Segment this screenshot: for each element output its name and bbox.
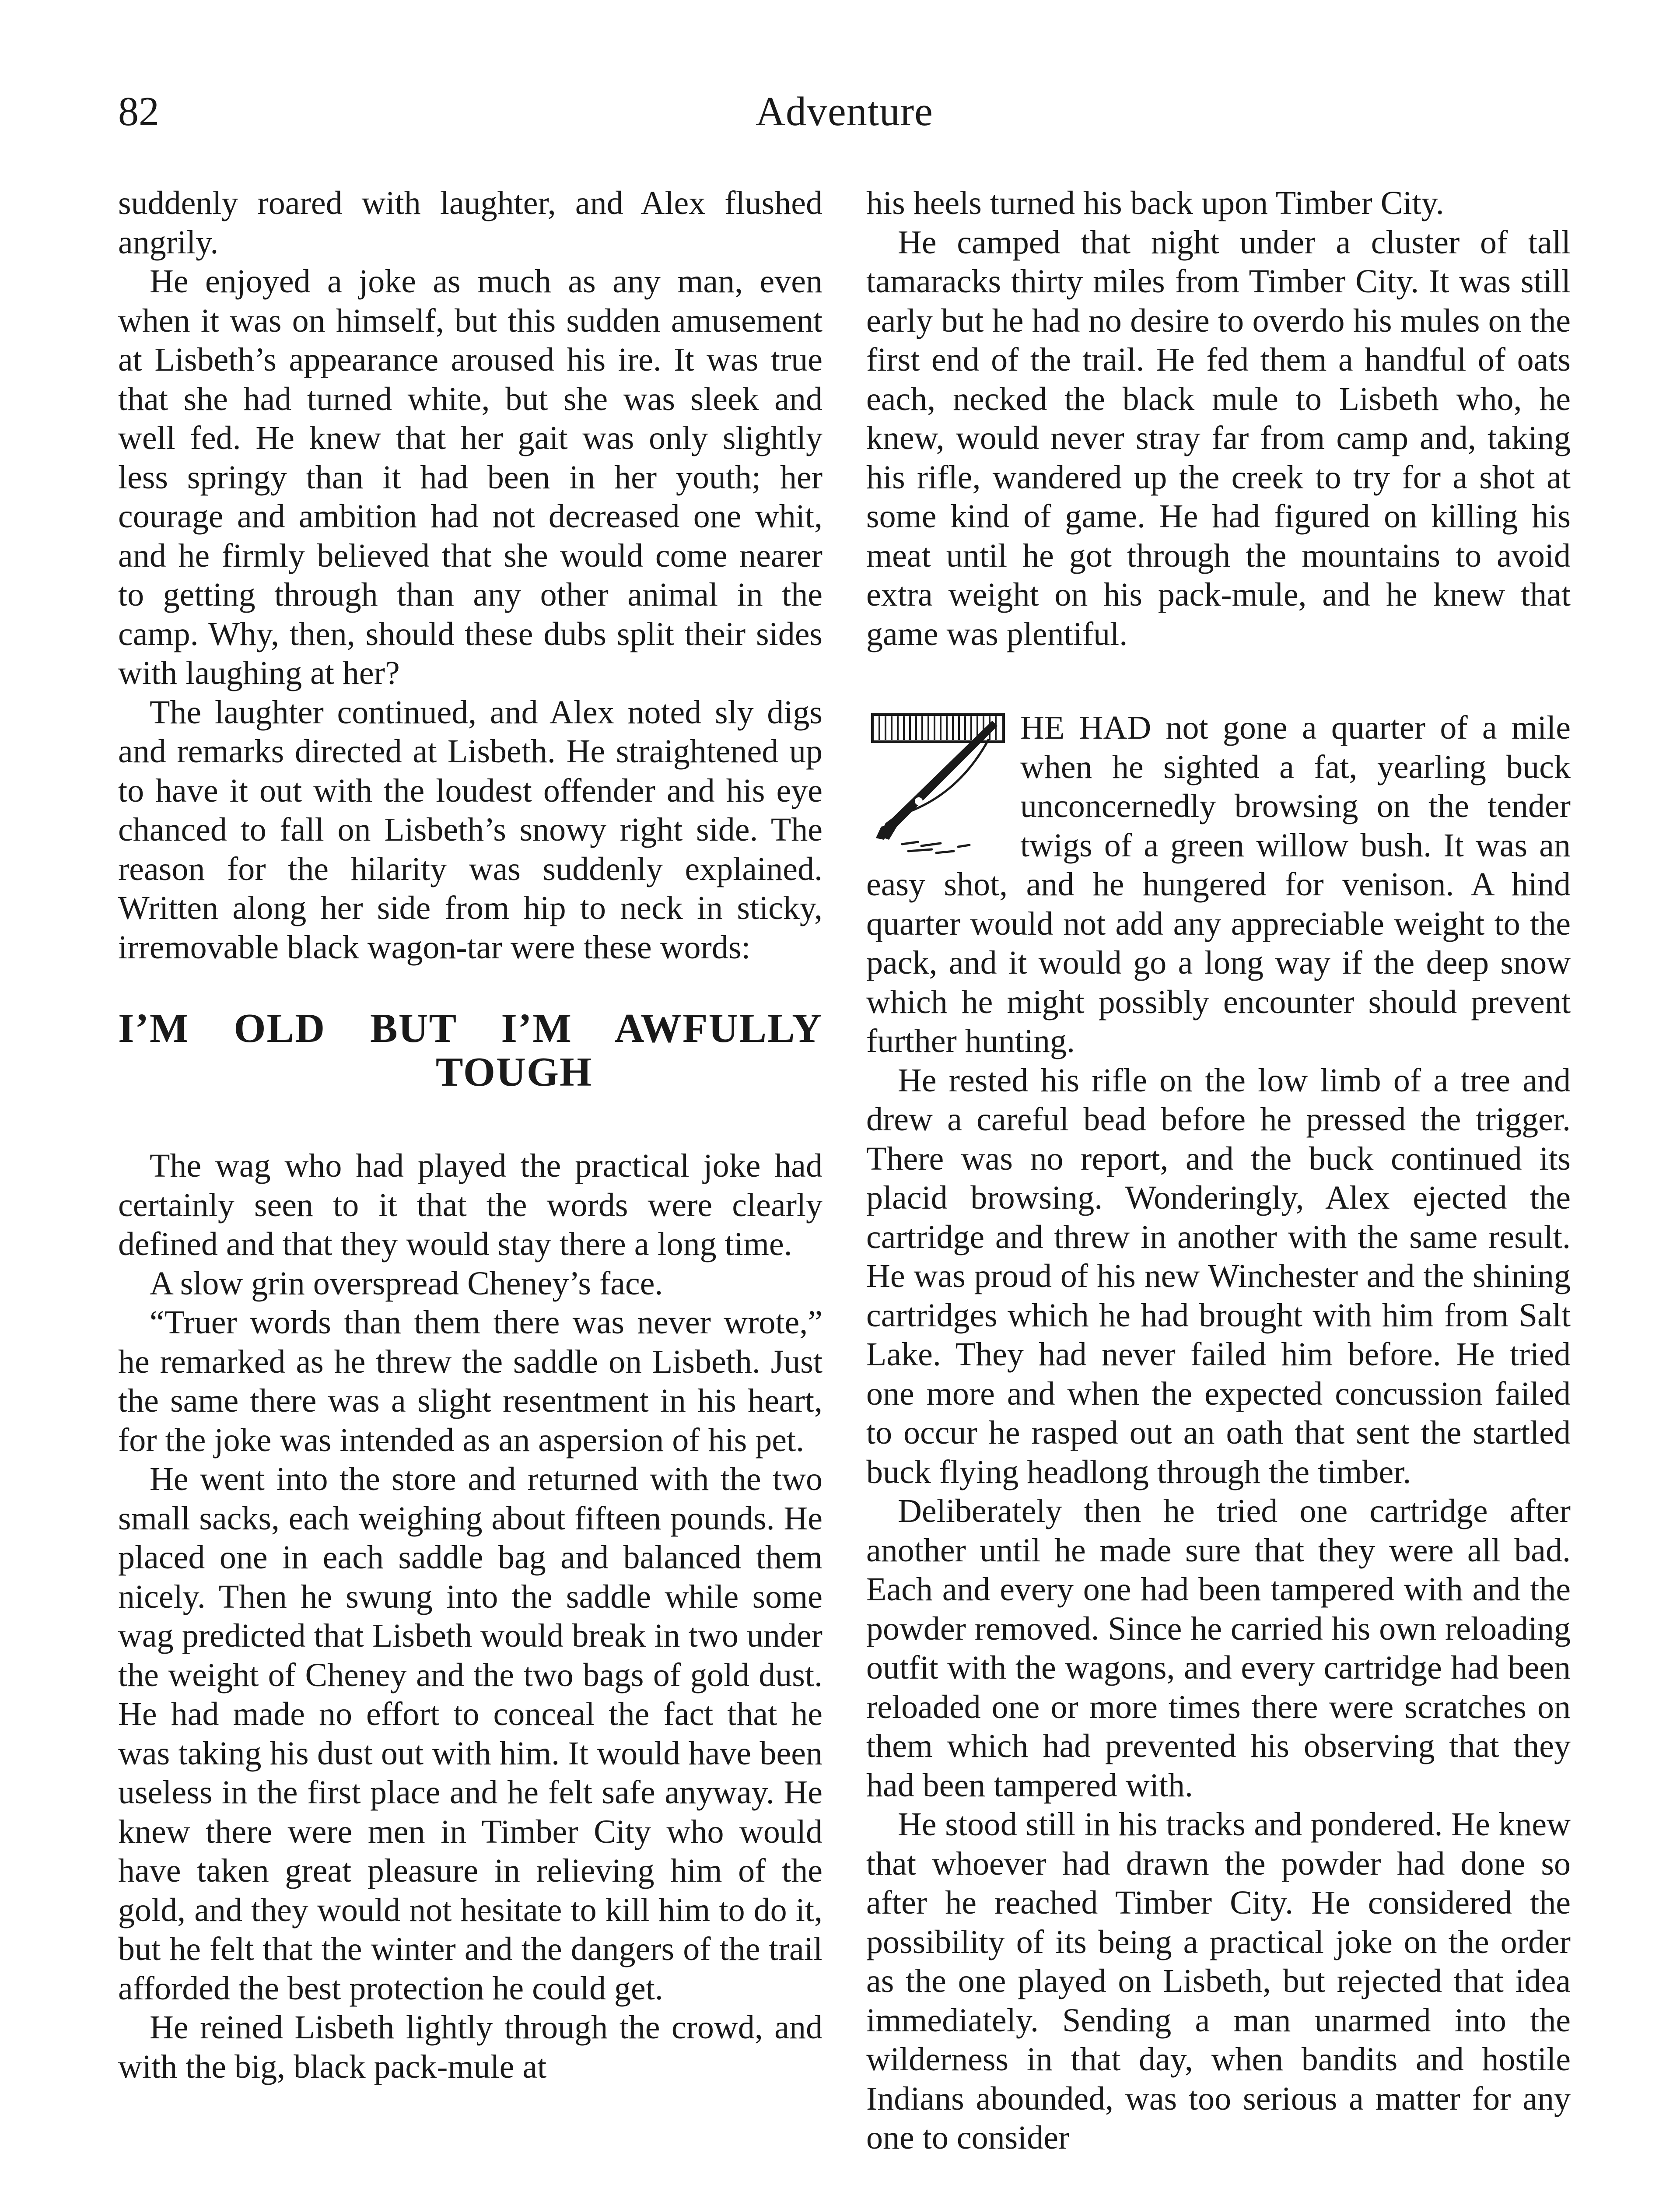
painted-words-heading (118, 1006, 822, 1094)
paragraph: “Truer words than them there was never wrote,” he remarked as he threw the saddle on Lisbeth. Just the same there was a slight resentment in his heart, for the joke was intended as an aspersion of his pet. (118, 1304, 822, 1459)
page-number: 82 (118, 89, 159, 134)
dropcap-paragraph (866, 708, 1571, 1061)
left-column (118, 184, 822, 2086)
page-header (118, 81, 1571, 142)
paragraph: He reined Lisbeth lightly through the crowd, and with the big, black pack-mule at (118, 2009, 822, 2085)
paragraph: He rested his rifle on the low limb of a tree and drew a careful bead before he pressed the trigger. There was no report, and the buck continued its placid browsing. Wonderingly, Alex ejected the cartridge and threw in another with the same result. He was proud of his new Winchester and the shining cartridges which he had brought with him from Salt Lake. They had never failed him before. He tried one more and when the expected concussion failed to occur he rasped out an oath that sent the startled buck flying headlong through the timber. (866, 1062, 1571, 1490)
paragraph-text: HE HAD not gone a quarter of a mile when he sighted a fat, yearling buck unconcernedly browsing on the tender twigs of a green willow bush. It was an easy shot, and he hungered for venison. A hind quarter would not add any appreciable weight to the pack, and it would go a long way if the deep snow which he might possibly encounter should prevent further hunting. (866, 709, 1571, 1059)
paragraph: He camped that night under a cluster of tall tamaracks thirty miles from Timber City. It was still early but he had no desire to overdo his mules on the first end of the trail. He fed them a handful of oats each, necked the black mule to Lisbeth who, he knew, would never stray far from camp and, taking his rifle, wandered up the creek to try for a shot at some kind of game. He had figured on killing his meat until he got through the mountains to avoid extra weight on his pack-mule, and he knew that game was plentiful. (866, 224, 1571, 652)
right-column (866, 184, 1571, 2158)
paragraph: He stood still in his tracks and pondered. He knew that whoever had drawn the powder had done so after he reached Timber City. He considered the possibility of its being a practical joke on the order as the one played on Lisbeth, but rejected that idea immediately. Sending a man unarmed into the wilderness in that day, when bandits and hostile Indians abounded, was too serious a matter for any one to consider (866, 1806, 1571, 2156)
paragraph: The wag who had played the practical joke had certainly seen to it that the words were clearly defined and that they would stay there a long time. (118, 1147, 822, 1262)
paragraph: A slow grin overspread Cheney’s face. (150, 1265, 663, 1302)
running-title: Adventure (756, 89, 933, 134)
paragraph: The laughter continued, and Alex noted sly digs and remarks directed at Lisbeth. He straightened up to have it out with the loudest offender and his eye chanced to fall on Lisbeth’s snowy right side. The reason for the hilarity was suddenly explained. Written along her side from hip to neck in sticky, irremovable black wagon-tar were these words: (118, 694, 822, 966)
paragraph: his heels turned his back upon Timber City. (866, 185, 1444, 221)
heading-line: I’M OLD BUT I’M AWFULLY (118, 1006, 822, 1051)
heading-line: TOUGH (435, 1049, 593, 1095)
paragraph: suddenly roared with laughter, and Alex flushed angrily. (118, 185, 822, 261)
paragraph: He enjoyed a joke as much as any man, even when it was on himself, but this sudden amusement at Lisbeth’s appearance aroused his ire. It was true that she had turned white, but she was sleek and well fed. He knew that her gait was only slightly less springy than it had been in her youth; her courage and ambition had not decreased one whit, and he firmly believed that she would come nearer to getting through than any other animal in the camp. Why, then, should these dubs split their sides with laughing at her? (118, 263, 822, 691)
paragraph: Deliberately then he tried one cartridge after another until he made sure that they were all bad. Each and every one had been tampered with and the powder removed. Since he carried his own reloading outfit with the wagons, and every cartridge had been reloaded one or more times there were scratches on them which had prevented his observing that they had been tampered with. (866, 1493, 1571, 1804)
rifle-letter-t-icon (866, 708, 1011, 859)
paragraph: He went into the store and returned with the two small sacks, each weighing about fifteen pounds. He placed one in each saddle bag and balanced them nicely. Then he swung into the saddle while some wag predicted that Lisbeth would break in two under the weight of Cheney and the two bags of gold dust. He had made no effort to conceal the fact that he was taking his dust out with him. It would have been useless in the first place and he felt safe anyway. He knew there were men in Timber City who would have taken great pleasure in relieving him of the gold, and they would not hesitate to kill him to do it, but he felt that the winter and the dangers of the trail afforded the best protection he could get. (118, 1461, 822, 2007)
